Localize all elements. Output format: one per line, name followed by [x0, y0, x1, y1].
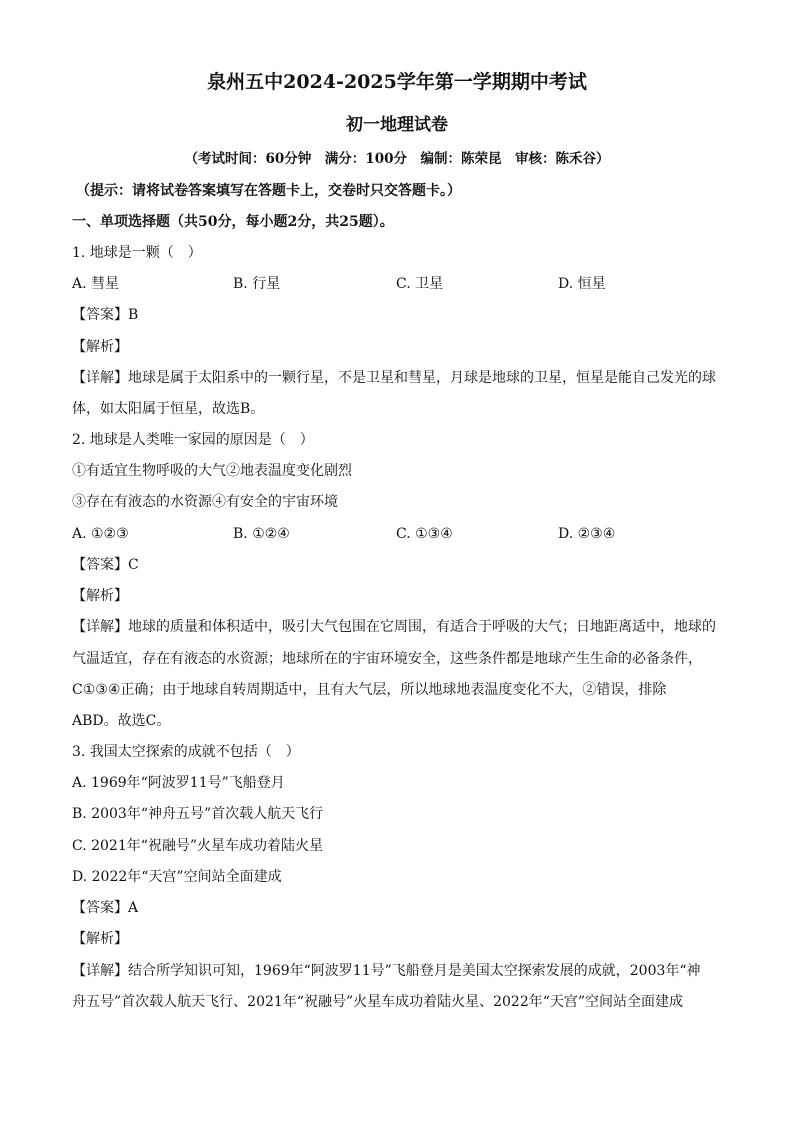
q2-option-c: C. ①③④	[396, 526, 453, 542]
q1-option-c: C. 卫星	[396, 276, 444, 292]
q3-option-b: B. 2003年“神舟五号”首次载人航天飞行	[72, 806, 324, 822]
q1-detail-line: 【详解】地球是属于太阳系中的一颗行星，不是卫星和彗星，月球是地球的卫星，恒星是能自己发光的球	[72, 370, 716, 386]
q2-analysis: 【解析】	[72, 588, 128, 604]
exam-title: 泉州五中2024-2025学年第一学期期中考试	[207, 71, 587, 93]
q3-detail-line: 舟五号”首次载人航天飞行、2021年“祝融号”火星车成功着陆火星、2022年“天宫”空间站全面建成	[72, 994, 684, 1010]
q2-detail-line: 【详解】地球的质量和体积适中，吸引大气包围在它周围，有适合于呼吸的大气；日地距离适中，地球的	[72, 619, 716, 635]
exam-meta: （考试时间：60分钟 满分：100分 编制：陈荣昆 审核：陈禾谷）	[184, 151, 610, 167]
q2-option-b: B. ①②④	[233, 526, 290, 542]
section-heading: 一、单项选择题（共50分，每小题2分，共25题）。	[72, 214, 394, 230]
exam-notice: （提示：请将试卷答案填写在答题卡上，交卷时只交答题卡。）	[76, 183, 461, 199]
q2-answer: 【答案】C	[72, 557, 139, 573]
q3-option-a: A. 1969年“阿波罗11号”飞船登月	[72, 775, 285, 791]
q2-stem: 2. 地球是人类唯一家园的原因是（ ）	[72, 432, 314, 448]
q1-option-b: B. 行星	[233, 276, 281, 292]
q1-option-d: D. 恒星	[558, 276, 606, 292]
q1-detail-line: 体，如太阳属于恒星，故选B。	[72, 401, 265, 417]
q2-detail-line: 气温适宜，存在有液态的水资源；地球所在的宇宙环境安全，这些条件都是地球产生生命的必备条件，	[72, 651, 702, 667]
exam-subtitle: 初一地理试卷	[346, 115, 448, 135]
q3-detail-line: 【详解】结合所学知识可知，1969年“阿波罗11号”飞船登月是美国太空探索发展的成就，2003年“神	[72, 963, 701, 979]
q1-option-a: A. 彗星	[72, 276, 120, 292]
q2-detail-line: C①③④正确；由于地球自转周期适中，且有大气层，所以地球地表温度变化不大，②错误，排除	[72, 682, 667, 698]
q2-statement-line: ①有适宜生物呼吸的大气②地表温度变化剧烈	[72, 463, 352, 479]
q2-statement-line: ③存在有液态的水资源④有安全的宇宙环境	[72, 494, 338, 510]
q3-option-c: C. 2021年“祝融号”火星车成功着陆火星	[72, 838, 324, 854]
q3-stem: 3. 我国太空探索的成就不包括（ ）	[72, 744, 300, 760]
q2-detail-line: ABD。故选C。	[72, 713, 171, 729]
q3-answer: 【答案】A	[72, 900, 139, 916]
q1-stem: 1. 地球是一颗（ ）	[72, 245, 202, 261]
q1-answer: 【答案】B	[72, 307, 139, 323]
q3-option-d: D. 2022年“天宫”空间站全面建成	[72, 869, 282, 885]
q2-option-a: A. ①②③	[72, 526, 129, 542]
q1-analysis: 【解析】	[72, 339, 128, 355]
q3-analysis: 【解析】	[72, 931, 128, 947]
q2-option-d: D. ②③④	[558, 526, 616, 542]
